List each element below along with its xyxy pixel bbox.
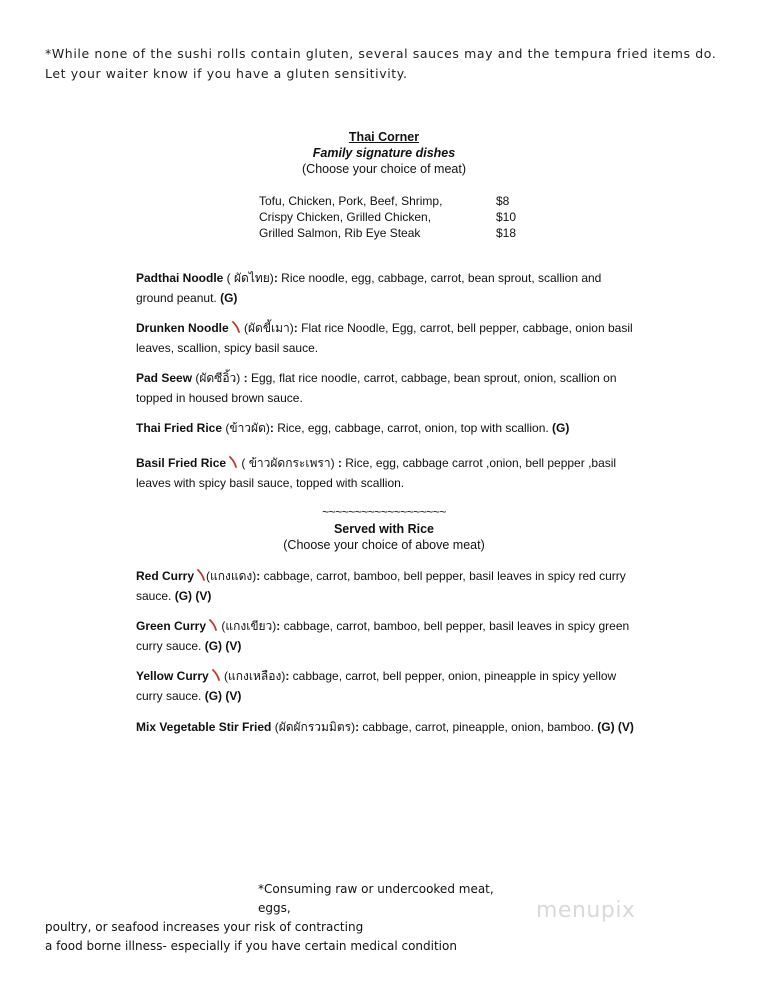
dish-red-curry bbox=[136, 566, 636, 606]
dish-name: Red Curry bbox=[136, 569, 195, 583]
dish-thai-name: (ผัดซีอิ้ว) bbox=[192, 371, 241, 385]
dish-name: Padthai Noodle bbox=[136, 271, 224, 285]
section-title: Thai Corner bbox=[348, 130, 420, 144]
dish-name: Mix Vegetable Stir Fried bbox=[136, 720, 272, 734]
dish-name: Yellow Curry bbox=[136, 669, 209, 683]
dish-basil-fried-rice bbox=[136, 453, 636, 493]
section-header bbox=[0, 129, 768, 177]
warning-line: *Consuming raw or undercooked meat, eggs, bbox=[258, 882, 494, 915]
watermark-logo: menupix bbox=[536, 898, 636, 923]
dish-thai-name: ( ผัดไทย) bbox=[223, 271, 274, 285]
chili-pepper-icon bbox=[197, 569, 205, 581]
section-instruction: (Choose your choice of meat) bbox=[302, 162, 466, 176]
chili-pepper-icon bbox=[212, 669, 220, 681]
dish-description: cabbage, carrot, pineapple, onion, bamboo. bbox=[359, 720, 594, 734]
gluten-note: *While none of the sushi rolls contain gluten, several sauces may and the tempura fried items do. Let your waiter know if you have a gluten sensitivity. bbox=[45, 46, 717, 81]
dish-description: cabbage, carrot, bamboo, bell pepper, basil leaves in spicy green curry sauce. bbox=[136, 619, 630, 653]
dish-padthai bbox=[136, 268, 636, 308]
dish-thai-name: (แกงแดง) bbox=[206, 569, 257, 583]
dish-tag: (G) (V) bbox=[593, 720, 634, 734]
dish-tag: (G) bbox=[548, 421, 570, 435]
price-table bbox=[259, 193, 516, 241]
section2-header bbox=[0, 521, 768, 553]
warning-line: poultry, or seafood increases your risk of contracting bbox=[45, 920, 364, 934]
dish-description: cabbage, carrot, bell pepper, onion, pineapple in spicy yellow curry sauce. bbox=[136, 669, 617, 703]
price-value: $8 bbox=[496, 194, 510, 208]
dish-name: Pad Seew bbox=[136, 371, 193, 385]
dish-description: cabbage, carrot, bamboo, bell pepper, basil leaves in spicy red curry sauce. bbox=[136, 569, 626, 603]
dish-pad-seew bbox=[136, 368, 636, 408]
dish-thai-name: (แกงเหลือง) bbox=[220, 669, 286, 683]
dish-yellow-curry bbox=[136, 666, 636, 706]
dish-description: Rice, egg, cabbage, carrot, onion, top with scallion. bbox=[273, 421, 549, 435]
price-meats: Grilled Salmon, Rib Eye Steak bbox=[259, 226, 421, 240]
dish-colon: : bbox=[273, 271, 278, 285]
dish-colon: : bbox=[276, 619, 281, 633]
dish-thai-name: (ผัดผักรวมมิตร) bbox=[271, 720, 356, 734]
price-row bbox=[259, 225, 516, 241]
dish-colon: : bbox=[293, 321, 298, 335]
dish-tag: (G) bbox=[216, 291, 238, 305]
dish-name: Green Curry bbox=[136, 619, 207, 633]
section2-instruction: (Choose your choice of above meat) bbox=[283, 538, 485, 552]
dish-drunken-noodle bbox=[136, 318, 636, 358]
price-value: $18 bbox=[496, 226, 517, 240]
raw-food-warning bbox=[45, 880, 525, 956]
dish-description: Rice noodle, egg, cabbage, carrot, bean sprout, scallion and ground peanut. bbox=[136, 271, 602, 305]
dish-colon: : bbox=[256, 569, 261, 583]
warning-line: a food borne illness- especially if you have certain medical condition bbox=[45, 939, 457, 953]
dish-colon: : bbox=[269, 421, 274, 435]
dish-thai-fried-rice bbox=[136, 418, 636, 438]
dish-thai-name: ( ข้าวผัดกระเพรา) bbox=[238, 456, 335, 470]
dish-colon: : bbox=[285, 669, 290, 683]
divider: ~~~~~~~~~~~~~~~~~~~ bbox=[322, 505, 446, 519]
dish-tag: (G) (V) bbox=[201, 689, 242, 703]
price-row bbox=[259, 209, 516, 225]
section-subtitle: Family signature dishes bbox=[312, 146, 456, 160]
dish-name: Basil Fried Rice bbox=[136, 456, 227, 470]
dish-thai-name: (ข้าวผัด) bbox=[222, 421, 270, 435]
price-value: $10 bbox=[496, 210, 517, 224]
dish-tag: (G) (V) bbox=[201, 639, 242, 653]
dish-green-curry bbox=[136, 616, 636, 656]
dish-description: Flat rice Noodle, Egg, carrot, bell pepper, cabbage, onion basil leaves, scallion, spicy basil sauce. bbox=[136, 321, 633, 355]
dish-name: Drunken Noodle bbox=[136, 321, 229, 335]
dish-mix-vegetable bbox=[136, 717, 636, 737]
dish-thai-name: (ผัดขี้เมา) bbox=[240, 321, 294, 335]
dish-colon: : bbox=[334, 456, 342, 470]
chili-pepper-icon bbox=[209, 619, 217, 631]
price-row bbox=[259, 193, 516, 209]
chili-pepper-icon bbox=[232, 321, 240, 333]
price-meats: Tofu, Chicken, Pork, Beef, Shrimp, bbox=[259, 194, 443, 208]
dish-thai-name: (แกงเขียว) bbox=[218, 619, 277, 633]
price-meats: Crispy Chicken, Grilled Chicken, bbox=[259, 210, 432, 224]
dish-tag: (G) (V) bbox=[171, 589, 212, 603]
section2-title: Served with Rice bbox=[333, 522, 435, 536]
dish-colon: : bbox=[355, 720, 360, 734]
dish-description: Egg, flat rice noodle, carrot, cabbage, bean sprout, onion, scallion on topped in housed brown sauce. bbox=[136, 371, 617, 405]
dish-description: Rice, egg, cabbage carrot ,onion, bell pepper ,basil leaves with spicy basil sauce, topped with scallion. bbox=[136, 456, 617, 490]
dish-name: Thai Fried Rice bbox=[136, 421, 223, 435]
chili-pepper-icon bbox=[229, 456, 237, 468]
dish-colon: : bbox=[240, 371, 248, 385]
